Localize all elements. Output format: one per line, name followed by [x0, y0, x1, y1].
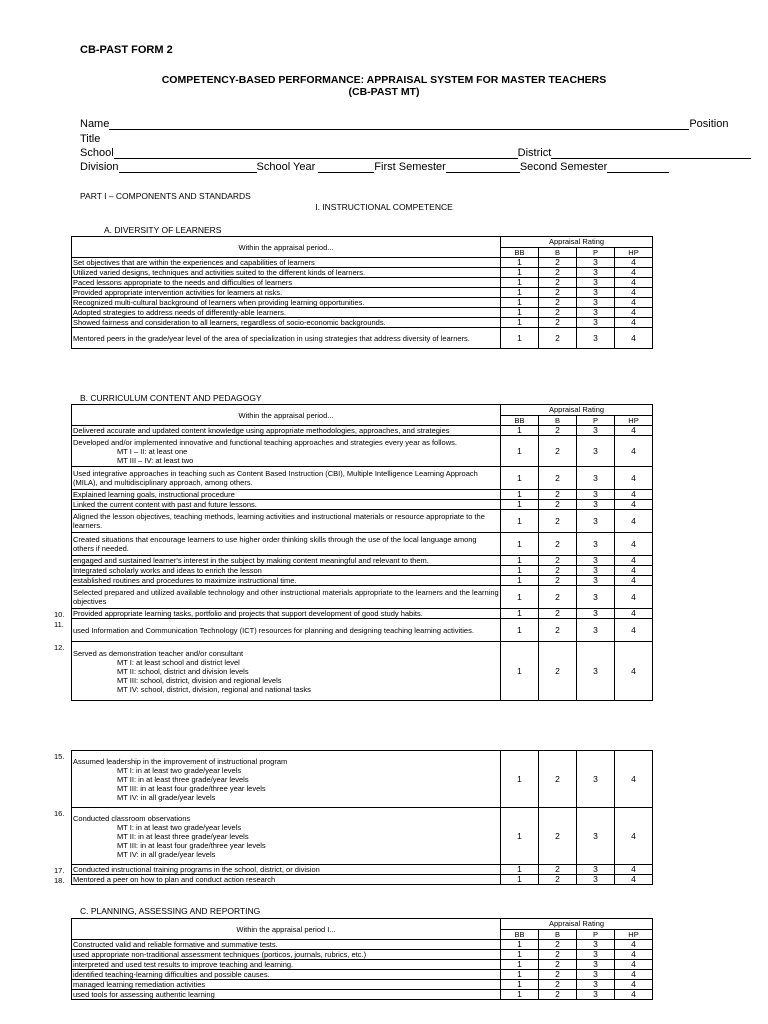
- rating-b[interactable]: 2: [539, 533, 577, 556]
- indicator-text: interpreted and used test results to improve teaching and learning.: [72, 960, 501, 970]
- rating-p[interactable]: 3: [577, 308, 615, 318]
- school-year-field[interactable]: [318, 162, 374, 173]
- title-label: Title: [80, 133, 101, 145]
- rating-bb[interactable]: 1: [501, 619, 539, 642]
- second-semester-field[interactable]: [607, 162, 669, 173]
- indicator-text: Mentored peers in the grade/year level of the area of specialization in using strategies that address diversity of learners.: [72, 328, 501, 349]
- rating-hp[interactable]: 4: [615, 308, 653, 318]
- competence-title: I. INSTRUCTIONAL COMPETENCE: [315, 202, 453, 212]
- rating-col-b: B: [539, 929, 577, 940]
- curriculum-table-continued: [71, 750, 653, 885]
- rating-p[interactable]: 3: [577, 865, 615, 875]
- table-row: [72, 298, 653, 308]
- rating-b[interactable]: 2: [539, 436, 577, 467]
- section-a-title: A. DIVERSITY OF LEARNERS: [104, 225, 222, 235]
- table-row: [72, 586, 653, 609]
- table-row: [72, 328, 653, 349]
- school-label: School: [80, 147, 114, 159]
- table-row: [72, 808, 653, 865]
- rating-p[interactable]: 3: [577, 609, 615, 619]
- rating-bb[interactable]: 1: [501, 960, 539, 970]
- rating-b[interactable]: 2: [539, 288, 577, 298]
- rating-bb[interactable]: 1: [501, 500, 539, 510]
- division-label: Division: [80, 161, 119, 173]
- rating-p[interactable]: 3: [577, 586, 615, 609]
- rating-bb[interactable]: 1: [501, 258, 539, 268]
- part-title: PART I – COMPONENTS AND STANDARDS: [80, 191, 251, 201]
- rating-hp[interactable]: 4: [615, 467, 653, 490]
- rating-col-b: B: [539, 247, 577, 258]
- division-row: [80, 161, 669, 173]
- title-row: [80, 133, 100, 145]
- name-label: Name: [80, 118, 110, 130]
- rating-hp[interactable]: 4: [615, 533, 653, 556]
- table-row: [72, 533, 653, 556]
- table-row: [72, 980, 653, 990]
- rating-hp[interactable]: 4: [615, 970, 653, 980]
- indicator-text: Conducted classroom observations MT I: in at least two grade/year levels MT II: in at least three grade/year levels MT III: in at least four grade/three year levels MT IV: in all grade/year levels: [72, 808, 501, 865]
- indicator-text: Mentored a peer on how to plan and conduct action research: [72, 875, 501, 885]
- table-row: [72, 865, 653, 875]
- indicator-text: used tools for assessing authentic learning: [72, 990, 501, 1000]
- rating-p[interactable]: 3: [577, 467, 615, 490]
- rating-bb[interactable]: 1: [501, 609, 539, 619]
- rating-hp[interactable]: 4: [615, 258, 653, 268]
- rating-col-b: B: [539, 415, 577, 426]
- rating-b[interactable]: 2: [539, 566, 577, 576]
- rating-col-hp: HP: [615, 929, 653, 940]
- rating-col-hp: HP: [615, 247, 653, 258]
- rating-hp[interactable]: 4: [615, 566, 653, 576]
- rating-bb[interactable]: 1: [501, 950, 539, 960]
- rating-hp[interactable]: 4: [615, 556, 653, 566]
- table-row: [72, 510, 653, 533]
- rating-p[interactable]: 3: [577, 258, 615, 268]
- indicator-text: Created situations that encourage learners to use higher order thinking skills through the use of the local language among others if needed.: [72, 533, 501, 556]
- table-row: [72, 500, 653, 510]
- rating-hp[interactable]: 4: [615, 808, 653, 865]
- rating-hp[interactable]: 4: [615, 510, 653, 533]
- rating-hp[interactable]: 4: [615, 950, 653, 960]
- indicator-text: Selected prepared and utilized available technology and other instructional materials appropriate to the learners and the learning objectives: [72, 586, 501, 609]
- rating-p[interactable]: 3: [577, 490, 615, 500]
- rating-p[interactable]: 3: [577, 642, 615, 701]
- indicator-text: Explained learning goals, instructional procedure: [72, 490, 501, 500]
- indicator-text: Adopted strategies to address needs of differently-able learners.: [72, 308, 501, 318]
- indicator-text: used appropriate non-traditional assessment techniques (porticos, journals, rubrics, etc.): [72, 950, 501, 960]
- rating-bb[interactable]: 1: [501, 940, 539, 950]
- rating-b[interactable]: 2: [539, 576, 577, 586]
- rating-b[interactable]: 2: [539, 960, 577, 970]
- name-field[interactable]: [109, 119, 689, 130]
- indicator-text: identified teaching-learning difficulties and possible causes.: [72, 970, 501, 980]
- row-number: 15.: [54, 751, 65, 761]
- rating-b[interactable]: 2: [539, 467, 577, 490]
- rating-p[interactable]: 3: [577, 751, 615, 808]
- rating-hp[interactable]: 4: [615, 875, 653, 885]
- row-number: 16.: [54, 808, 65, 818]
- rating-bb[interactable]: 1: [501, 426, 539, 436]
- table-row: [72, 875, 653, 885]
- rating-b[interactable]: 2: [539, 586, 577, 609]
- indicator-text: Assumed leadership in the improvement of instructional program MT I: in at least two grade/year levels MT II: in at least three grade/year levels MT III: in at least four grade/three year levels MT IV: in all grade/year levels: [72, 751, 501, 808]
- table-row: [72, 970, 653, 980]
- rating-bb[interactable]: 1: [501, 751, 539, 808]
- rating-b[interactable]: 2: [539, 875, 577, 885]
- rating-bb[interactable]: 1: [501, 436, 539, 467]
- section-a-header-row: [72, 237, 653, 248]
- indicator-text: Set objectives that are within the experiences and capabilities of learners: [72, 258, 501, 268]
- rating-b[interactable]: 2: [539, 865, 577, 875]
- division-field[interactable]: [119, 162, 257, 173]
- rating-hp[interactable]: 4: [615, 940, 653, 950]
- rating-p[interactable]: 3: [577, 950, 615, 960]
- first-semester-label: First Semester: [374, 161, 446, 173]
- rating-hp[interactable]: 4: [615, 980, 653, 990]
- rating-b[interactable]: 2: [539, 940, 577, 950]
- rating-hp[interactable]: 4: [615, 426, 653, 436]
- rating-hp[interactable]: 4: [615, 619, 653, 642]
- rating-p[interactable]: 3: [577, 556, 615, 566]
- indicator-text: Aligned the lesson objectives, teaching methods, learning activities and instructional materials or resource appropriate to the learners.: [72, 510, 501, 533]
- rating-p[interactable]: 3: [577, 533, 615, 556]
- indicator-text: Linked the current content with past and future lessons.: [72, 500, 501, 510]
- rating-b[interactable]: 2: [539, 970, 577, 980]
- rating-p[interactable]: 3: [577, 510, 615, 533]
- table-row: [72, 950, 653, 960]
- indicator-text: Utilized varied designs, techniques and activities suited to the different kinds of learners.: [72, 268, 501, 278]
- section-b-header-row: [72, 405, 653, 416]
- row-number: 11.: [54, 619, 64, 629]
- rating-bb[interactable]: 1: [501, 990, 539, 1000]
- rating-b[interactable]: 2: [539, 980, 577, 990]
- table-row: [72, 318, 653, 328]
- rating-col-hp: HP: [615, 415, 653, 426]
- rating-b[interactable]: 2: [539, 308, 577, 318]
- planning-table: [71, 918, 653, 1000]
- rating-p[interactable]: 3: [577, 970, 615, 980]
- rating-b[interactable]: 2: [539, 808, 577, 865]
- rating-b[interactable]: 2: [539, 990, 577, 1000]
- rating-b[interactable]: 2: [539, 619, 577, 642]
- title-field[interactable]: [114, 148, 254, 159]
- rating-p[interactable]: 3: [577, 426, 615, 436]
- indicator-text: Conducted instructional training programs in the school, district, or division: [72, 865, 501, 875]
- form-number: CB-PAST FORM 2: [80, 44, 173, 56]
- within-period-header: Within the appraisal period...: [72, 405, 501, 426]
- table-row: [72, 990, 653, 1000]
- rating-hp[interactable]: 4: [615, 288, 653, 298]
- rating-hp[interactable]: 4: [615, 865, 653, 875]
- indicator-text: Served as demonstration teacher and/or consultant MT I: at least school and district level MT II: school, district and division levels MT III: school, district, division and regional levels MT IV: school, district, division, regional and national tasks: [72, 642, 501, 701]
- school-field[interactable]: [254, 148, 518, 159]
- indicator-text: engaged and sustained learner's interest in the subject by making content meaningful and relevant to them.: [72, 556, 501, 566]
- district-field[interactable]: [551, 148, 751, 159]
- rating-p[interactable]: 3: [577, 960, 615, 970]
- first-semester-field[interactable]: [446, 162, 520, 173]
- indicator-text: Paced lessons appropriate to the needs and difficulties of learners: [72, 278, 501, 288]
- diversity-table: [71, 236, 653, 349]
- section-c-header-row: [72, 919, 653, 930]
- rating-hp[interactable]: 4: [615, 990, 653, 1000]
- table-row: [72, 576, 653, 586]
- rating-hp[interactable]: 4: [615, 576, 653, 586]
- rating-p[interactable]: 3: [577, 875, 615, 885]
- appraisal-rating-header: Appraisal Rating: [501, 237, 653, 248]
- rating-p[interactable]: 3: [577, 318, 615, 328]
- rating-bb[interactable]: 1: [501, 490, 539, 500]
- rating-bb[interactable]: 1: [501, 328, 539, 349]
- rating-p[interactable]: 3: [577, 436, 615, 467]
- rating-hp[interactable]: 4: [615, 268, 653, 278]
- rating-hp[interactable]: 4: [615, 328, 653, 349]
- rating-bb[interactable]: 1: [501, 298, 539, 308]
- rating-bb[interactable]: 1: [501, 980, 539, 990]
- rating-p[interactable]: 3: [577, 566, 615, 576]
- rating-bb[interactable]: 1: [501, 556, 539, 566]
- rating-bb[interactable]: 1: [501, 268, 539, 278]
- indicator-text: Showed fairness and consideration to all learners, regardless of socio-economic backgrounds.: [72, 318, 501, 328]
- rating-hp[interactable]: 4: [615, 298, 653, 308]
- school-row: [80, 147, 751, 159]
- rating-p[interactable]: 3: [577, 288, 615, 298]
- rating-bb[interactable]: 1: [501, 278, 539, 288]
- rating-p[interactable]: 3: [577, 500, 615, 510]
- table-row: [72, 288, 653, 298]
- rating-b[interactable]: 2: [539, 609, 577, 619]
- rating-hp[interactable]: 4: [615, 490, 653, 500]
- rating-b[interactable]: 2: [539, 751, 577, 808]
- rating-hp[interactable]: 4: [615, 586, 653, 609]
- indicator-text: Provided appropriate intervention activities for learners at risks.: [72, 288, 501, 298]
- name-row: [80, 118, 728, 130]
- rating-col-p: P: [577, 247, 615, 258]
- table-row: [72, 278, 653, 288]
- rating-hp[interactable]: 4: [615, 642, 653, 701]
- rating-bb[interactable]: 1: [501, 318, 539, 328]
- appraisal-rating-header: Appraisal Rating: [501, 405, 653, 416]
- district-label: District: [517, 147, 552, 159]
- rating-p[interactable]: 3: [577, 278, 615, 288]
- rating-b[interactable]: 2: [539, 490, 577, 500]
- school-year-label: School Year: [256, 161, 316, 173]
- rating-bb[interactable]: 1: [501, 288, 539, 298]
- rating-b[interactable]: 2: [539, 318, 577, 328]
- within-period-header: Within the appraisal period...: [72, 237, 501, 258]
- curriculum-table: [71, 404, 653, 701]
- table-row: [72, 940, 653, 950]
- rating-p[interactable]: 3: [577, 990, 615, 1000]
- rating-b[interactable]: 2: [539, 258, 577, 268]
- rating-bb[interactable]: 1: [501, 533, 539, 556]
- rating-p[interactable]: 3: [577, 328, 615, 349]
- indicator-text: used Information and Communication Technology (ICT) resources for planning and designing teaching learning activities.: [72, 619, 501, 642]
- rating-bb[interactable]: 1: [501, 510, 539, 533]
- rating-b[interactable]: 2: [539, 328, 577, 349]
- rating-b[interactable]: 2: [539, 268, 577, 278]
- rating-b[interactable]: 2: [539, 950, 577, 960]
- rating-p[interactable]: 3: [577, 940, 615, 950]
- rating-col-p: P: [577, 929, 615, 940]
- table-row: [72, 308, 653, 318]
- rating-bb[interactable]: 1: [501, 467, 539, 490]
- rating-bb[interactable]: 1: [501, 586, 539, 609]
- rating-p[interactable]: 3: [577, 619, 615, 642]
- rating-b[interactable]: 2: [539, 642, 577, 701]
- rating-p[interactable]: 3: [577, 808, 615, 865]
- indicator-text: established routines and procedures to maximize instructional time.: [72, 576, 501, 586]
- indicator-text: managed learning remediation activities: [72, 980, 501, 990]
- table-row: [72, 258, 653, 268]
- row-number: 10.: [54, 609, 65, 619]
- row-number: 12.: [54, 642, 65, 652]
- row-number: 17.: [54, 865, 65, 875]
- rating-bb[interactable]: 1: [501, 865, 539, 875]
- appraisal-rating-header: Appraisal Rating: [501, 919, 653, 930]
- rating-p[interactable]: 3: [577, 268, 615, 278]
- rating-bb[interactable]: 1: [501, 642, 539, 701]
- rating-bb[interactable]: 1: [501, 576, 539, 586]
- section-c-title: C. PLANNING, ASSESSING AND REPORTING: [80, 906, 261, 916]
- rating-p[interactable]: 3: [577, 576, 615, 586]
- table-row: [72, 642, 653, 701]
- rating-hp[interactable]: 4: [615, 609, 653, 619]
- rating-b[interactable]: 2: [539, 426, 577, 436]
- position-label: Position: [689, 118, 729, 130]
- form-subtitle: (CB-PAST MT): [348, 86, 420, 98]
- table-row: [72, 268, 653, 278]
- rating-b[interactable]: 2: [539, 278, 577, 288]
- rating-hp[interactable]: 4: [615, 960, 653, 970]
- indicator-text: Used integrative approaches in teaching such as Content Based Instruction (CBI), Multiple Intelligence Learning Approach (MILA), and multidisciplinary approach, among others.: [72, 467, 501, 490]
- rating-bb[interactable]: 1: [501, 808, 539, 865]
- table-row: [72, 490, 653, 500]
- rating-b[interactable]: 2: [539, 510, 577, 533]
- rating-col-bb: BB: [501, 415, 539, 426]
- indicator-text: Integrated scholarly works and ideas to enrich the lesson: [72, 566, 501, 576]
- indicator-text: Provided appropriate learning tasks, portfolio and projects that support development of good study habits.: [72, 609, 501, 619]
- table-row: [72, 619, 653, 642]
- rating-b[interactable]: 2: [539, 556, 577, 566]
- table-row: [72, 426, 653, 436]
- table-row: [72, 609, 653, 619]
- table-row: [72, 467, 653, 490]
- indicator-text: Delivered accurate and updated content knowledge using appropriate methodologies, approaches, and strategies: [72, 426, 501, 436]
- indicator-text: Constructed valid and reliable formative and summative tests.: [72, 940, 501, 950]
- indicator-text: Developed and/or implemented innovative and functional teaching approaches and strategies every year as follows. MT I – II: at least one MT III – IV: at least two: [72, 436, 501, 467]
- rating-bb[interactable]: 1: [501, 308, 539, 318]
- table-row: [72, 751, 653, 808]
- section-b-title: B. CURRICULUM CONTENT AND PEDAGOGY: [80, 393, 262, 403]
- rating-col-p: P: [577, 415, 615, 426]
- second-semester-label: Second Semester: [519, 161, 608, 173]
- rating-b[interactable]: 2: [539, 500, 577, 510]
- rating-p[interactable]: 3: [577, 980, 615, 990]
- rating-bb[interactable]: 1: [501, 875, 539, 885]
- within-period-header: Within the appraisal period I...: [72, 919, 501, 940]
- rating-b[interactable]: 2: [539, 298, 577, 308]
- rating-col-bb: BB: [501, 247, 539, 258]
- rating-hp[interactable]: 4: [615, 278, 653, 288]
- rating-hp[interactable]: 4: [615, 500, 653, 510]
- rating-col-bb: BB: [501, 929, 539, 940]
- form-title: COMPETENCY-BASED PERFORMANCE: APPRAISAL SYSTEM FOR MASTER TEACHERS: [161, 74, 607, 86]
- rating-bb[interactable]: 1: [501, 566, 539, 576]
- table-row: [72, 960, 653, 970]
- table-row: [72, 566, 653, 576]
- rating-hp[interactable]: 4: [615, 318, 653, 328]
- rating-hp[interactable]: 4: [615, 436, 653, 467]
- table-row: [72, 556, 653, 566]
- rating-hp[interactable]: 4: [615, 751, 653, 808]
- row-number: 18.: [54, 875, 65, 885]
- rating-p[interactable]: 3: [577, 298, 615, 308]
- rating-bb[interactable]: 1: [501, 970, 539, 980]
- indicator-text: Recognized multi-cultural background of learners when providing learning opportunities.: [72, 298, 501, 308]
- table-row: [72, 436, 653, 467]
